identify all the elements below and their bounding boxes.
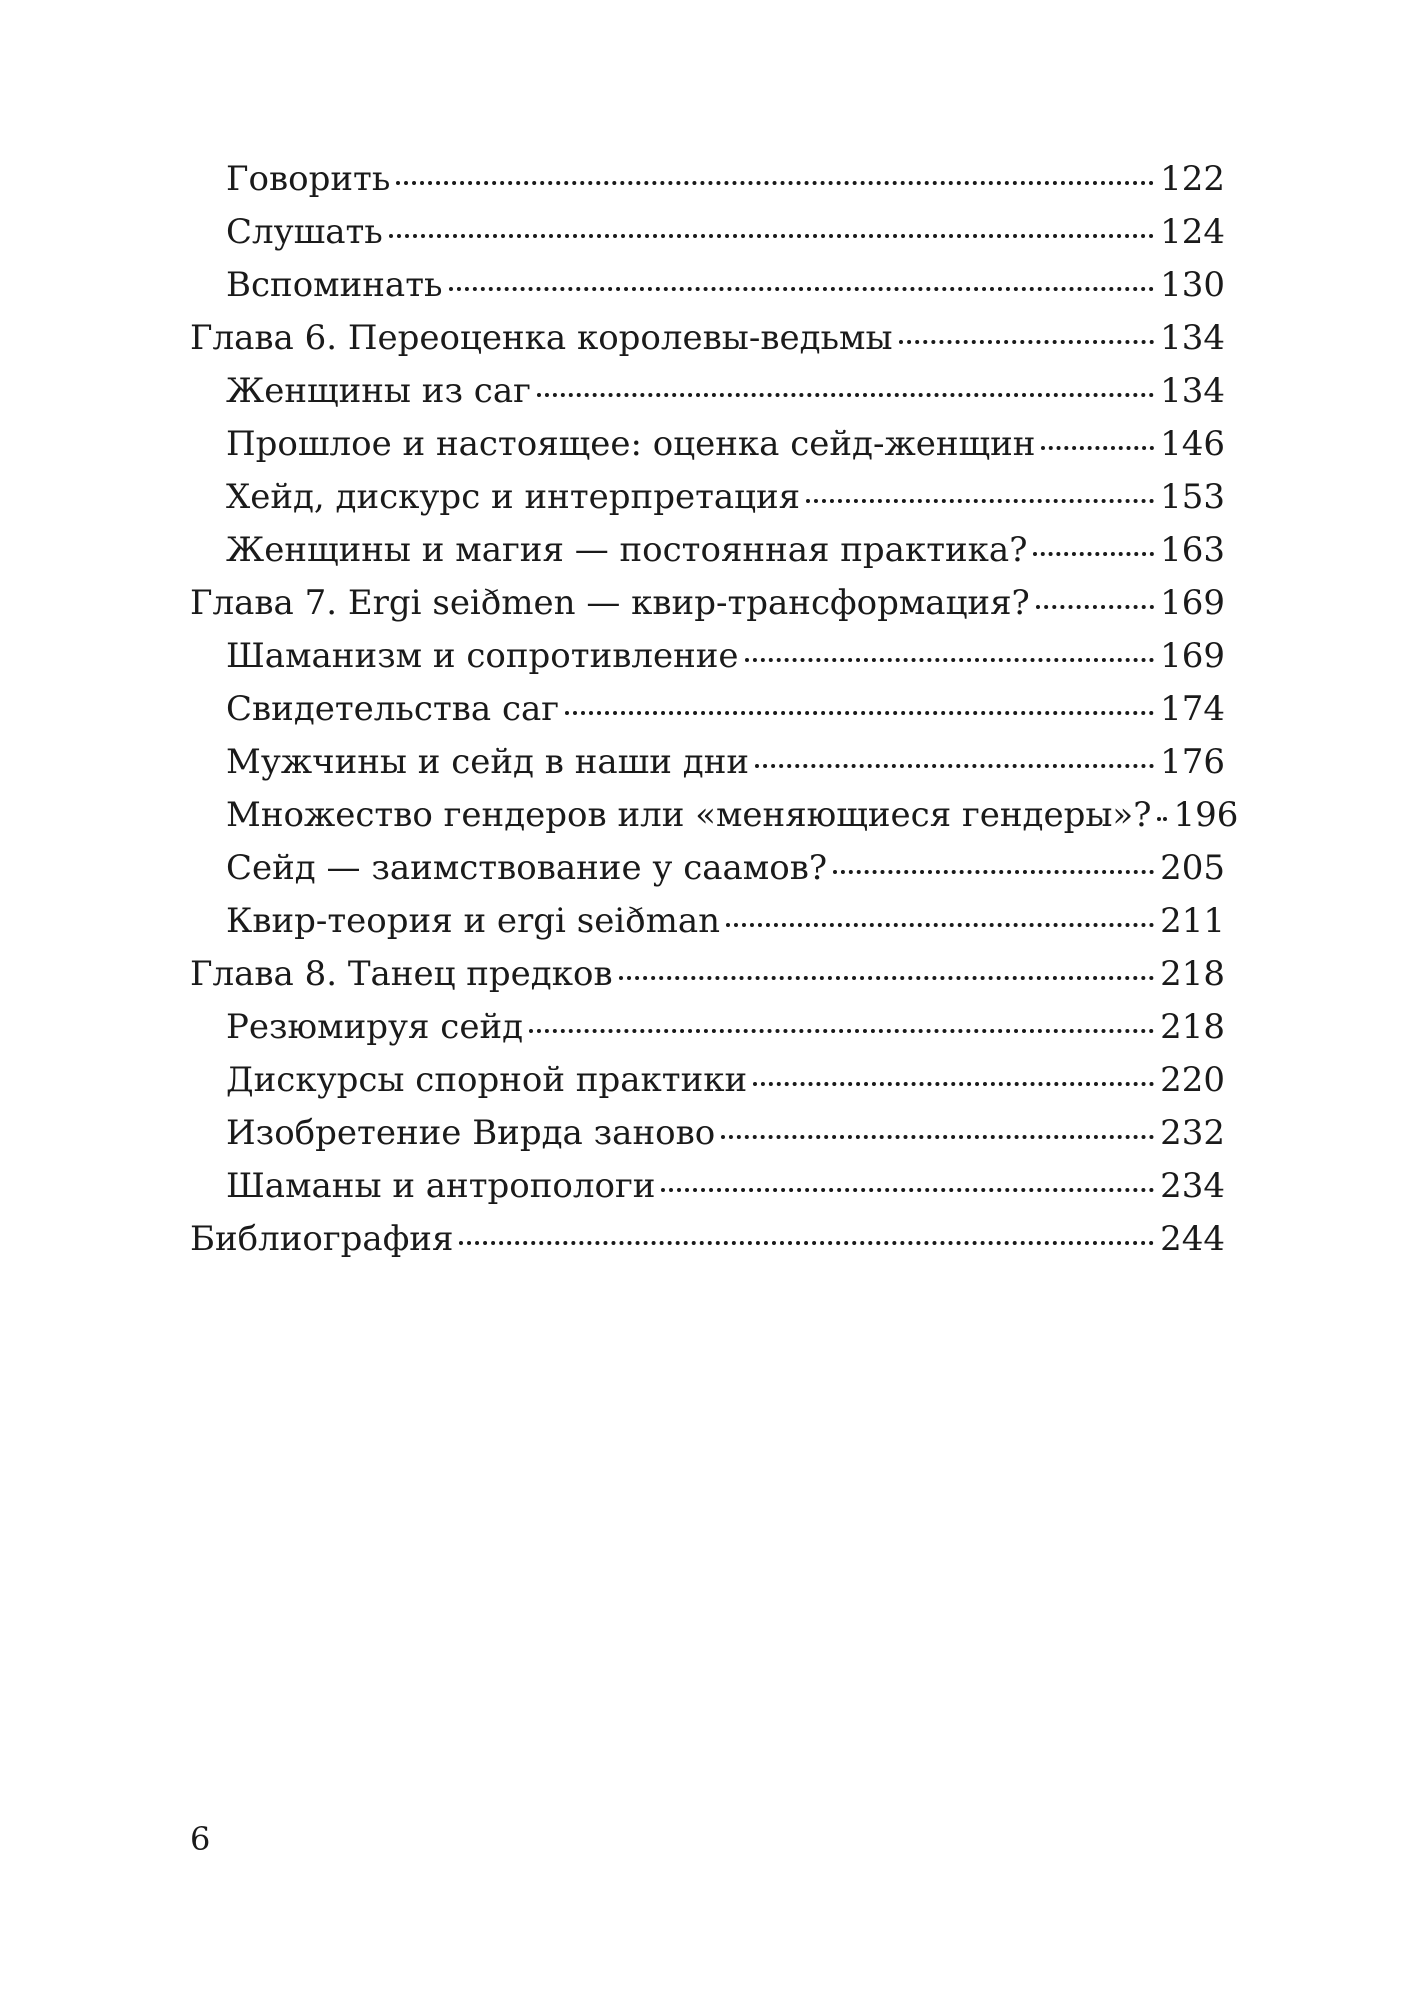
toc-entry-page: 218 <box>1160 954 1225 994</box>
dot-leader <box>1157 816 1167 821</box>
toc-entry <box>190 418 1225 471</box>
toc-entry <box>190 1001 1225 1054</box>
toc-entry-title: Вспоминать <box>226 265 443 305</box>
toc-entry-page: 196 <box>1173 795 1239 835</box>
toc-entry-page: 146 <box>1160 424 1225 464</box>
toc-entry-title: Глава 6. Переоценка королевы-ведьмы <box>190 318 893 358</box>
toc-entry <box>190 524 1225 577</box>
toc-entry-page: 234 <box>1160 1166 1225 1206</box>
toc-entry-page: 205 <box>1160 848 1225 888</box>
toc-entry-title: Изобретение Вирда заново <box>226 1113 716 1153</box>
toc-entry-title: Множество гендеров или «меняющиеся гендеры»? <box>226 795 1152 835</box>
toc-entry <box>190 1160 1225 1213</box>
toc-entry-page: 163 <box>1160 530 1225 570</box>
dot-leader <box>537 392 1154 397</box>
toc-entry-title: Прошлое и настоящее: оценка сейд-женщин <box>226 424 1036 464</box>
toc-entry-page: 174 <box>1160 689 1225 729</box>
dot-leader <box>396 180 1154 185</box>
dot-leader <box>1036 604 1154 609</box>
toc-entry-page: 169 <box>1160 583 1225 623</box>
toc-entry-page: 122 <box>1160 159 1225 199</box>
toc-entry-page: 218 <box>1160 1007 1225 1047</box>
dot-leader <box>1041 445 1154 450</box>
dot-leader <box>753 1081 1154 1086</box>
toc-chapter-entry <box>190 577 1225 630</box>
toc-entry <box>190 683 1225 736</box>
toc-entry <box>190 471 1225 524</box>
dot-leader <box>529 1028 1154 1033</box>
toc-entry-page: 124 <box>1160 212 1225 252</box>
toc-entry-title: Дискурсы спорной практики <box>226 1060 748 1100</box>
dot-leader <box>1033 551 1154 556</box>
dot-leader <box>389 233 1154 238</box>
dot-leader <box>459 1240 1154 1245</box>
toc-entry-page: 211 <box>1160 901 1225 941</box>
dot-leader <box>806 498 1154 503</box>
toc-entry <box>190 630 1225 683</box>
dot-leader <box>661 1187 1154 1192</box>
toc-entry-page: 232 <box>1160 1113 1225 1153</box>
toc-entry <box>190 1054 1225 1107</box>
toc-entry-page: 244 <box>1160 1219 1225 1259</box>
toc-chapter-entry <box>190 312 1225 365</box>
toc-entry-page: 153 <box>1160 477 1225 517</box>
toc-entry <box>190 206 1225 259</box>
toc-entry-page: 220 <box>1160 1060 1225 1100</box>
page-number: 6 <box>190 1820 211 1858</box>
toc-entry-title: Сейд — заимствование у саамов? <box>226 848 828 888</box>
dot-leader <box>449 286 1155 291</box>
toc-entry-page: 134 <box>1160 371 1225 411</box>
toc-entry <box>190 365 1225 418</box>
toc-entry-title: Мужчины и сейд в наши дни <box>226 742 750 782</box>
dot-leader <box>721 1134 1154 1139</box>
toc-entry-title: Глава 7. Ergi seiðmen — квир-трансформация? <box>190 583 1030 623</box>
dot-leader <box>619 975 1155 980</box>
dot-leader <box>755 763 1154 768</box>
toc-entry-title: Женщины из саг <box>226 371 531 411</box>
toc-entry <box>190 259 1225 312</box>
dot-leader <box>726 922 1154 927</box>
dot-leader <box>833 869 1154 874</box>
toc-entry <box>190 842 1225 895</box>
toc-entry-title: Хейд, дискурс и интерпретация <box>226 477 801 517</box>
toc-entry-title: Говорить <box>226 159 391 199</box>
toc-entry <box>190 789 1239 842</box>
toc-entry <box>190 1107 1225 1160</box>
dot-leader <box>899 339 1155 344</box>
toc-entry-title: Глава 8. Танец предков <box>190 954 613 994</box>
toc-entry-page: 176 <box>1160 742 1225 782</box>
toc-entry <box>190 895 1225 948</box>
toc-chapter-entry <box>190 1213 1225 1266</box>
dot-leader <box>565 710 1154 715</box>
toc-entry <box>190 736 1225 789</box>
toc-entry-page: 130 <box>1160 265 1225 305</box>
toc-entry-title: Женщины и магия — постоянная практика? <box>226 530 1028 570</box>
toc-entry-title: Свидетельства саг <box>226 689 560 729</box>
toc-entry <box>190 153 1225 206</box>
toc-entry-title: Шаманы и антропологи <box>226 1166 656 1206</box>
toc-entry-page: 169 <box>1160 636 1225 676</box>
toc-entry-title: Шаманизм и сопротивление <box>226 636 739 676</box>
toc-entry-title: Слушать <box>226 212 383 252</box>
toc-entry-title: Квир-теория и ergi seiðman <box>226 901 721 941</box>
dot-leader <box>745 657 1155 662</box>
toc-entry-page: 134 <box>1160 318 1225 358</box>
toc-entry-title: Резюмируя сейд <box>226 1007 524 1047</box>
table-of-contents <box>190 153 1239 1266</box>
toc-chapter-entry <box>190 948 1225 1001</box>
toc-entry-title: Библиография <box>190 1219 454 1259</box>
